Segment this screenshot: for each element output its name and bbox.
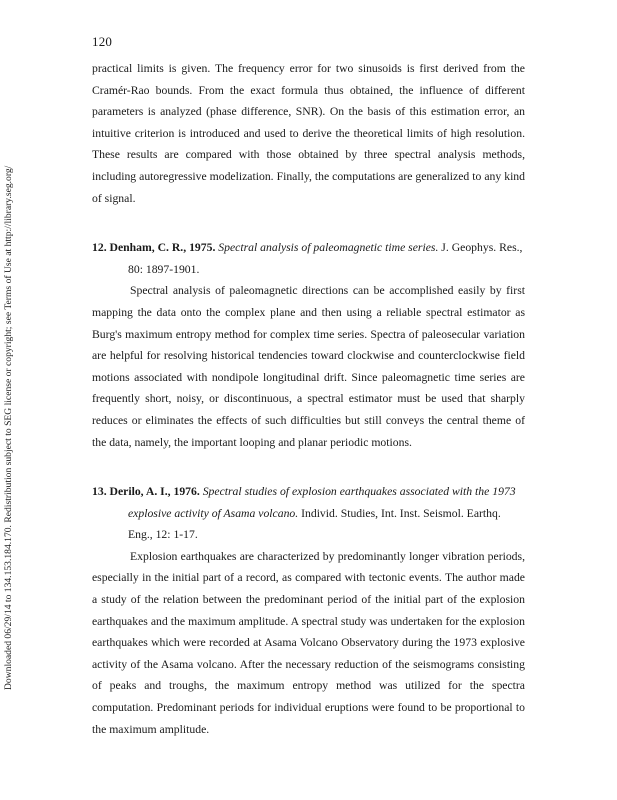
page-content <box>92 58 525 740</box>
reference-title: Spectral studies of explosion earthquakes associated with the 1973 explosive activity of Asama volcano. <box>128 485 516 520</box>
reference-abstract: Spectral analysis of paleomagnetic directions can be accomplished easily by first mapping the data onto the complex plane and then using a reliable spectral estimator as Burg's maximum entropy method for complex time series. Spectra of paleosecular variation are helpful for resolving historical tendencies toward clockwise and counterclockwise field motions associated with nondipole longitudinal drift. Since paleomagnetic time series are frequently short, noisy, or discontinuous, a spectral estimator must be used that sharply reduces or eliminates the effects of such difficulties but still conveys the central theme of the data, namely, the important looping and planar periodic motions. <box>92 284 525 449</box>
reference-abstract: Explosion earthquakes are characterized by predominantly longer vibration periods, especially in the initial part of a record, as compared with tectonic events. The author made a study of the relation between the predominant period of the initial part of the explosion earthquakes and the maximum amplitude. A spectral study was undertaken for the explosion earthquakes which were recorded at Asama Volcano Observatory during the 1973 explosive activity of the Asama volcano. After the necessary reduction of the seismograms consisting of peaks and troughs, the maximum entropy method was utilized for the spectra computation. Predominant periods for individual eruptions were found to be proportional to the maximum amplitude. <box>92 549 525 736</box>
download-notice: Downloaded 06/29/14 to 134.153.184.170. Redistribution subject to SEG license or copyright; see Terms of Use at http://library.seg.org/ <box>3 165 14 690</box>
reference-label: 13. Derilo, A. I., 1976. <box>92 485 200 499</box>
reference-entry-13 <box>92 481 525 740</box>
reference-heading <box>92 481 525 546</box>
reference-heading <box>92 237 525 280</box>
reference-title: Spectral analysis of paleomagnetic time series. <box>218 241 439 255</box>
page-number: 120 <box>92 34 113 49</box>
intro-paragraph: practical limits is given. The frequency error for two sinusoids is first derived from the Cramér-Rao bounds. From the exact formula thus obtained, the influence of different parameters is analyzed (phase difference, SNR). On the basis of this estimation error, an intuitive criterion is introduced and used to derive the theoretical limits of high resolution. These results are compared with those obtained by three spectral analysis methods, including autoregressive modelization. Finally, the computations are generalized to any kind of signal. <box>92 62 525 205</box>
reference-label: 12. Denham, C. R., 1975. <box>92 241 216 255</box>
reference-entry-12 <box>92 237 525 453</box>
reference-source: Individ. Studies, Int. Inst. Seismol. Earthq. Eng., 12: 1-17. <box>128 506 501 542</box>
reference-source: J. Geophys. Res., 80: 1897-1901. <box>128 241 523 276</box>
